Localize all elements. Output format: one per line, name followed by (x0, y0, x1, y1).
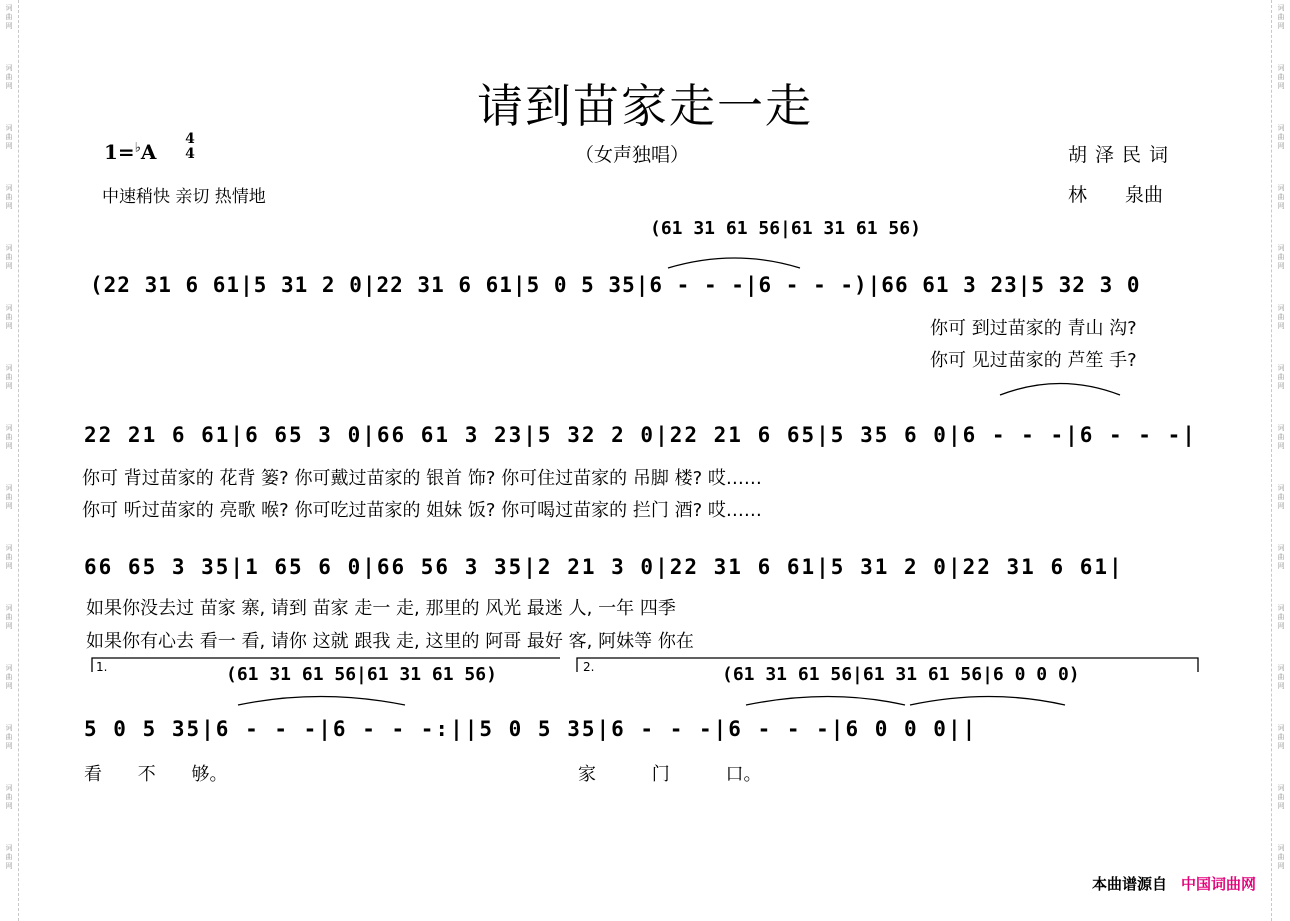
watermark-mark: 词 曲 网 (5, 484, 13, 510)
time-top: 4 (185, 131, 195, 147)
lyric-row-2-verse-1: 你可 背过苗家的 花背 篓? 你可戴过苗家的 银首 饰? 你可住过苗家的 吊脚 楼? 哎…… (82, 468, 762, 489)
lyric-row-2-verse-2: 你可 听过苗家的 亮歌 喉? 你可吃过苗家的 姐妹 饭? 你可喝过苗家的 拦门 酒? 哎…… (82, 500, 762, 521)
watermark-mark: 词 曲 网 (1277, 784, 1285, 810)
volta-1-label: 1. (96, 660, 108, 674)
composer-given: 泉曲 (1125, 184, 1164, 206)
watermark-mark: 词 曲 网 (5, 604, 13, 630)
watermark-mark: 词 曲 网 (1277, 604, 1285, 630)
performance-note: （女声独唱） (575, 144, 690, 166)
watermark-mark: 词 曲 网 (1277, 184, 1285, 210)
watermark-mark: 词 曲 网 (5, 844, 13, 870)
watermark-mark: 词 曲 网 (5, 184, 13, 210)
watermark-mark: 词 曲 网 (1277, 244, 1285, 270)
ending-2-upper: (61 31 61 56|61 31 61 56|6 0 0 0) (722, 664, 1080, 685)
composer-surname: 林 (1068, 184, 1088, 206)
watermark-mark: 词 曲 网 (5, 364, 13, 390)
lyric-row-4-verse-2: 家 门 口。 (578, 764, 762, 785)
watermark-mark: 词 曲 网 (5, 244, 13, 270)
watermark-mark: 词 曲 网 (5, 784, 13, 810)
lyric-row-1-verse-1: 你可 到过苗家的 青山 沟? (930, 318, 1137, 339)
watermark-mark: 词 曲 网 (5, 724, 13, 750)
watermark-mark: 词 曲 网 (1277, 664, 1285, 690)
watermark-mark: 词 曲 网 (1277, 364, 1285, 390)
lyric-row-3-verse-2: 如果你有心去 看一 看, 请你 这就 跟我 走, 这里的 阿哥 最好 客, 阿妹等 你在 (86, 631, 694, 652)
watermark-mark: 词 曲 网 (1277, 724, 1285, 750)
tempo-marking: 中速稍快 亲切 热情地 (102, 187, 266, 207)
watermark-mark: 词 曲 网 (1277, 304, 1285, 330)
watermark-mark: 词 曲 网 (5, 64, 13, 90)
watermark-mark: 词 曲 网 (1277, 544, 1285, 570)
tie-slur-2 (1000, 384, 1120, 396)
watermark-mark: 词 曲 网 (1277, 4, 1285, 30)
volta-2-label: 2. (583, 660, 595, 674)
song-title: 请到苗家走一走 (477, 79, 813, 133)
tie-slur-4 (746, 697, 905, 706)
key-note: A (140, 140, 157, 164)
key-prefix: 1= (104, 140, 135, 164)
lyric-row-3-verse-1: 如果你没去过 苗家 寨, 请到 苗家 走一 走, 那里的 风光 最迷 人, 一年 四季 (86, 598, 676, 619)
watermark-mark: 词 曲 网 (5, 544, 13, 570)
source-site-link[interactable]: 中国词曲网 (1180, 875, 1256, 893)
score-row-1: (22 31 6 61|5 31 2 0|22 31 6 61|5 0 5 35|6 - - -|6 - - -)|66 61 3 23|5 32 3 0 (90, 273, 1141, 297)
watermark-mark: 词 曲 网 (5, 664, 13, 690)
watermark-mark: 词 曲 网 (1277, 424, 1285, 450)
source-credit (1092, 873, 1256, 894)
watermark-mark: 词 曲 网 (1277, 484, 1285, 510)
watermark-mark: 词 曲 网 (1277, 124, 1285, 150)
source-label: 本曲谱源自 (1091, 875, 1167, 893)
lyricist-credit: 胡泽民词 (1068, 144, 1177, 166)
tie-slur-5 (910, 697, 1065, 706)
watermark-mark: 词 曲 网 (5, 4, 13, 30)
score-row-3: 66 65 3 35|1 65 6 0|66 56 3 35|2 21 3 0|22 31 6 61|5 31 2 0|22 31 6 61| (84, 555, 1124, 579)
watermark-mark: 词 曲 网 (1277, 64, 1285, 90)
lyric-row-1-verse-2: 你可 见过苗家的 芦笙 手? (930, 350, 1137, 371)
time-bottom: 4 (185, 146, 195, 162)
tie-slur-3 (238, 697, 405, 706)
ending-1-upper: (61 31 61 56|61 31 61 56) (226, 664, 497, 685)
watermark-mark: 词 曲 网 (5, 124, 13, 150)
score-row-2: 22 21 6 61|6 65 3 0|66 61 3 23|5 32 2 0|22 21 6 65|5 35 6 0|6 - - -|6 - - -| (84, 423, 1197, 447)
lyric-row-4-verse-1: 看 不 够。 (84, 764, 228, 785)
score-row-4: 5 0 5 35|6 - - -|6 - - -:||5 0 5 35|6 - - -|6 - - -|6 0 0 0|| (84, 717, 978, 741)
volta-1-bracket (92, 658, 560, 672)
watermark-mark: 词 曲 网 (5, 424, 13, 450)
volta-2-bracket (577, 658, 1198, 672)
intro-interlude-upper: (61 31 61 56|61 31 61 56) (650, 218, 921, 239)
tie-slur-1 (668, 258, 800, 268)
watermark-mark: 词 曲 网 (1277, 844, 1285, 870)
flat-sign: ♭ (134, 140, 141, 156)
watermark-mark: 词 曲 网 (5, 304, 13, 330)
